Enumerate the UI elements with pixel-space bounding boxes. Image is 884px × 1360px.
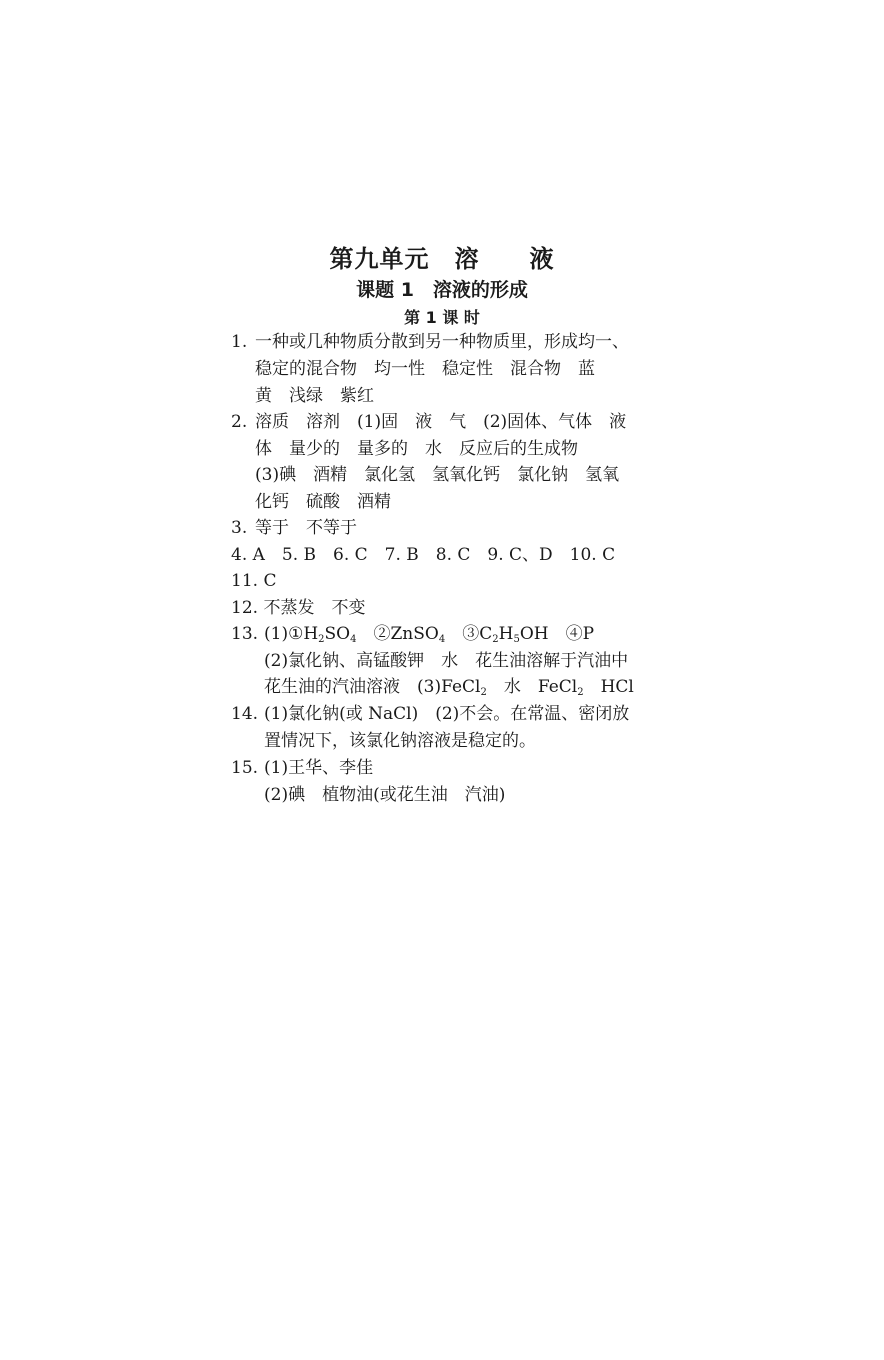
- q13-line-3: [264, 676, 634, 698]
- q13-sub: 2: [492, 634, 499, 645]
- q1-line-2: 稳定的混合物 均一性 稳定性 混合物 蓝: [255, 359, 595, 379]
- q11-answer: 11. C: [231, 571, 277, 591]
- period-title: 第 1 课 时: [404, 308, 480, 327]
- q15-line-1: (1)王华、李佳: [264, 758, 374, 778]
- q14-number: 14.: [231, 704, 259, 724]
- q14-line-2: 置情况下，该氯化钠溶液是稳定的。: [264, 731, 536, 751]
- q13-number: 13.: [231, 624, 259, 644]
- q2-line-4: 化钙 硫酸 酒精: [255, 492, 391, 512]
- q2-number: 2.: [231, 412, 248, 432]
- q13-sub: 2: [577, 687, 584, 698]
- q13-sub: 5: [513, 634, 520, 645]
- q13-formula-3c: OH ④P: [519, 624, 595, 644]
- q15-line-2: (2)碘 植物油(或花生油 汽油): [264, 785, 506, 805]
- q13-sub: 2: [318, 634, 325, 645]
- q13-formula-1b: SO: [324, 624, 351, 644]
- q1-line-1: 一种或几种物质分散到另一种物质里，形成均一、: [255, 332, 629, 352]
- q3-number: 3.: [231, 518, 248, 538]
- q2-line-3: (3)碘 酒精 氯化氢 氢氧化钙 氯化钠 氢氧: [255, 465, 620, 485]
- lesson-title: 课题 1 溶液的形成: [356, 279, 528, 301]
- q13-sub: 4: [350, 634, 357, 645]
- q13-line-3a: 花生油的汽油溶液 (3)FeCl: [264, 677, 481, 697]
- q14-line-1: (1)氯化钠(或 NaCl) (2)不会。在常温、密闭放: [264, 704, 630, 724]
- q2-line-1: 溶质 溶剂 (1)固 液 气 (2)固体、气体 液: [255, 412, 627, 432]
- q13-line-3b: 水 FeCl: [486, 677, 578, 697]
- q13-formula-2: ②ZnSO: [356, 624, 439, 644]
- q13-formula-3: ③C: [445, 624, 493, 644]
- q2-line-2: 体 量少的 量多的 水 反应后的生成物: [255, 439, 578, 459]
- q1-number: 1.: [231, 332, 248, 352]
- q4-10-answers: 4. A 5. B 6. C 7. B 8. C 9. C、D 10. C: [231, 545, 616, 565]
- q13-formula-1: (1)①H: [264, 624, 319, 644]
- q13-formula-3b: H: [498, 624, 514, 644]
- q13-sub: 4: [438, 634, 446, 645]
- q13-line-2: (2)氯化钠、高锰酸钾 水 花生油溶解于汽油中: [264, 651, 629, 671]
- q13-line-3c: HCl: [583, 677, 634, 697]
- unit-title: 第九单元 溶 液: [329, 245, 555, 273]
- q15-number: 15.: [231, 758, 259, 778]
- q1-line-3: 黄 浅绿 紫红: [255, 386, 374, 406]
- q13-line-1: [264, 623, 594, 645]
- q12-answer: 12. 不蒸发 不变: [231, 598, 366, 618]
- q3-line-1: 等于 不等于: [255, 518, 357, 538]
- q13-sub: 2: [480, 687, 487, 698]
